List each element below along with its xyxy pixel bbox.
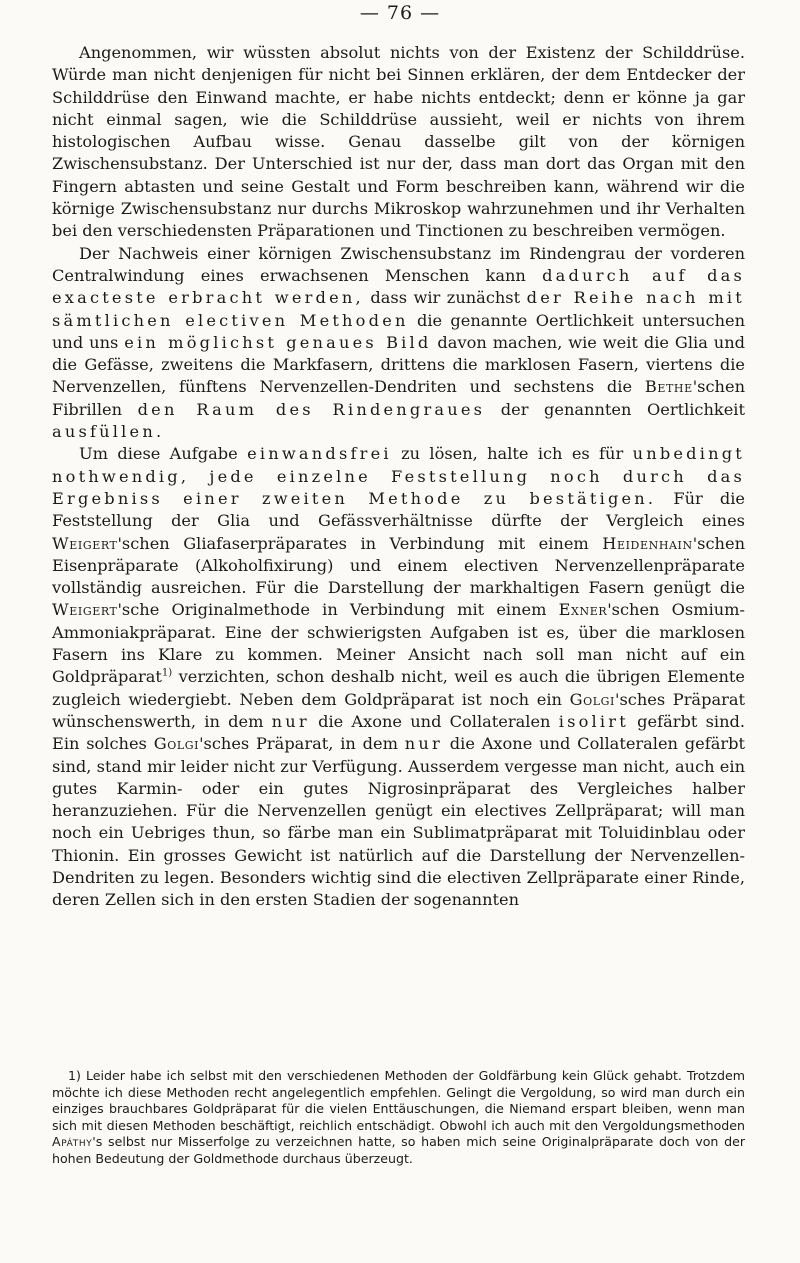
- text-run: der genannten Oertlichkeit: [485, 399, 745, 419]
- text-run: 'schen Fibrillen: [52, 377, 745, 419]
- paragraph: [52, 443, 745, 911]
- emphasis-text: den Raum des Rindengraues: [137, 399, 486, 419]
- text-run: Der Nachweis einer körnigen Zwischensubstanz im Rindengrau der vorderen Centralwindung eines erwachsenen Menschen kann: [52, 243, 745, 285]
- text-run: davon machen, wie weit die Glia und die Gefässe, zweitens die Markfasern, drittens die marklosen Fasern, viertens die Nervenzellen, fünftens Nervenzellen-Dendriten und sechstens die: [52, 332, 745, 397]
- text-run: 'schen Gliafaserpräparates in Verbindung mit einem: [117, 533, 603, 553]
- emphasis-text: isolirt: [558, 711, 629, 731]
- text-run: 'sches Präparat wünschenswerth, in dem: [52, 689, 745, 731]
- emphasis-text: ein möglichst genaues Bild: [124, 332, 432, 352]
- text-run: 'schen Eisenpräparate (Alkoholfixirung) und einem electiven Nervenzellenpräparate vollständig ausreichen. Für die Darstellung der markhaltigen Fasern genügt die: [52, 533, 745, 598]
- page-number: — 76 —: [359, 2, 441, 24]
- text-run: Angenommen, wir wüssten absolut nichts von der Existenz der Schilddrüse. Würde man nicht denjenigen für nicht bei Sinnen erklären, der dem Entdecker der Schilddrüse den Einwand machte, er habe nichts entdeckt; denn er könne ja gar nicht einmal sagen, wie die Schilddrüse aussieht, weil er nichts von ihrem histologischen Aufbau wisse. Genau dasselbe gilt von der körnigen Zwischensubstanz. Der Unterschied ist nur der, dass man dort das Organ mit den Fingern abtasten und seine Gestalt und Form beschreiben kann, während wir die körnige Zwischensubstanz nur durchs Mikroskop wahrzunehmen und ihr Verhalten bei den verschiedensten Präparationen und Tinctionen zu beschreiben vermögen.: [52, 43, 745, 241]
- text-run: dass wir zunächst: [363, 288, 527, 308]
- emphasis-text: unbedingt nothwendig, jede einzelne Feststellung noch durch das Ergebniss einer zweiten Methode zu bestätigen.: [52, 444, 745, 508]
- text-run: die Axone und Collateralen: [309, 711, 559, 731]
- author-name: Golgi: [569, 689, 615, 709]
- author-name: Apáthy: [52, 1134, 93, 1150]
- text-run: die genannte Oertlichkeit untersuchen und uns: [52, 310, 746, 352]
- emphasis-text: einwandsfrei: [247, 444, 392, 464]
- text-run: die Axone und Collateralen gefärbt sind, stand mir leider nicht zur Verfügung. Ausserdem vergesse man nicht, auch ein gutes Karmin- oder ein gutes Nigrosinpräparat des Vergleiches halber heranzuziehen. Für die Nervenzellen genügt ein electives Zellpräparat; will man noch ein Uebriges thun, so färbe man ein Sublimatpräparat mit Toluidinblau oder Thionin. Ein grosses Gewicht ist natürlich auf die Darstellung der Nervenzellen-Dendriten zu legen. Besonders wichtig sind die electiven Zellpräparate einer Rinde, deren Zellen sich in den ersten Stadien der sogenannten: [52, 734, 745, 910]
- text-run: 'sches Präparat, in dem: [199, 734, 405, 754]
- text-run: 'sche Originalmethode in Verbindung mit einem: [117, 600, 559, 620]
- author-name: Exner: [558, 600, 608, 620]
- footnote: [52, 1068, 745, 1168]
- emphasis-text: dadurch auf das exacteste erbracht werden,: [52, 265, 745, 308]
- author-name: Weigert: [52, 533, 118, 553]
- emphasis-text: der Reihe nach mit sämtlichen electiven Methoden: [52, 288, 745, 330]
- footnotes: [52, 1068, 745, 1168]
- emphasis-text: nur: [404, 734, 443, 754]
- text-run: zu lösen, halte ich es für: [391, 444, 633, 464]
- footnote-marker: 1): [161, 667, 173, 679]
- text-run: 'schen Osmium-Ammoniakpräparat. Eine der schwierigsten Aufgaben ist es, über die marklosen Fasern ins Klare zu kommen. Meiner Ansicht nach soll man nicht auf ein Goldpräparat: [52, 600, 745, 687]
- body-text: [52, 42, 745, 912]
- author-name: Bethe: [644, 377, 693, 397]
- text-run: 1) Leider habe ich selbst mit den verschiedenen Methoden der Goldfärbung kein Glück gehabt. Trotzdem möchte ich diese Methoden recht angelegentlich empfehlen. Gelingt die Vergoldung, so wird man durch ein einziges brauchbares Goldpräparat für die vielen Enttäuschungen, die Niemand erspart bleiben, wenn man sich mit diesen Methoden beschäftigt, reichlich entschädigt. Obwohl ich auch mit den Vergoldungsmethoden: [52, 1068, 745, 1133]
- author-name: Weigert: [52, 600, 118, 620]
- text-run: verzichten, schon deshalb nicht, weil es auch die übrigen Elemente zugleich wiedergiebt. Neben dem Goldpräparat ist noch ein: [52, 667, 745, 709]
- author-name: Heidenhain: [602, 533, 693, 553]
- text-run: Um diese Aufgabe: [79, 444, 248, 464]
- paragraph: [52, 243, 745, 444]
- emphasis-text: ausfüllen.: [52, 422, 165, 442]
- paragraph: [52, 42, 745, 243]
- text-run: 's selbst nur Misserfolge zu verzeichnen hatte, so haben mich seine Originalpräparate doch von der hohen Bedeutung der Goldmethode durchaus überzeugt.: [52, 1134, 745, 1166]
- author-name: Golgi: [153, 734, 200, 754]
- emphasis-text: nur: [271, 711, 310, 731]
- text-run: gefärbt sind. Ein solches: [52, 711, 745, 754]
- text-run: Für die Feststellung der Glia und Gefässverhältnisse dürfte der Vergleich eines: [52, 488, 746, 531]
